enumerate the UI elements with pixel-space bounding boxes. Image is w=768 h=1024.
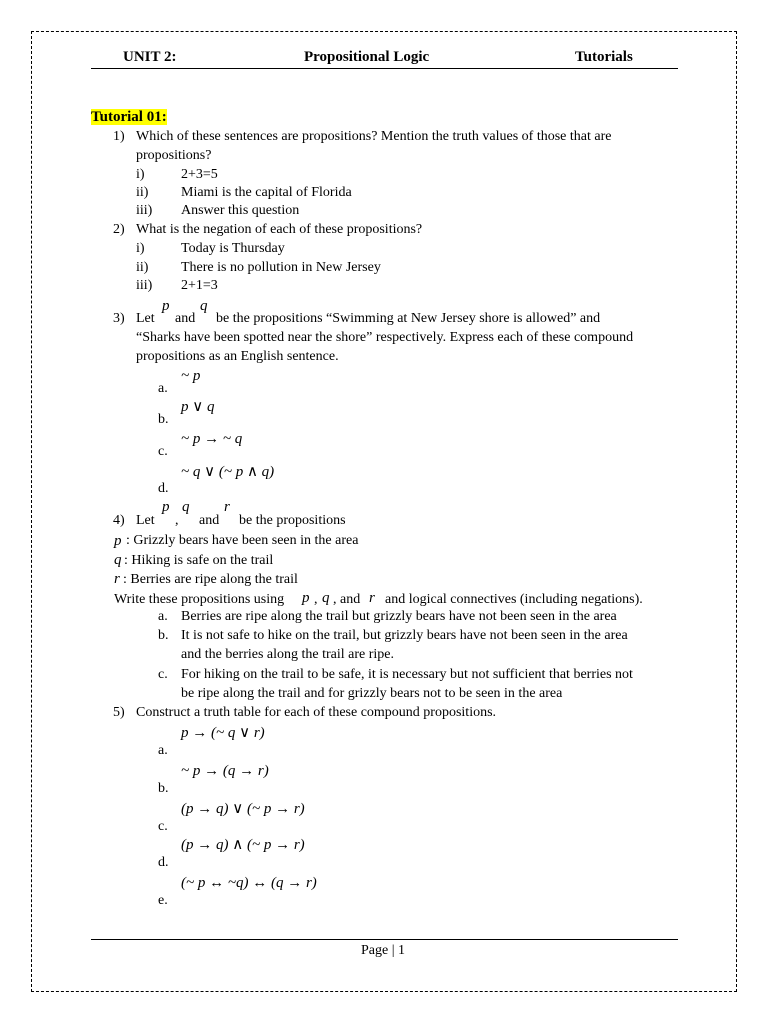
q5-item-label: d. bbox=[158, 855, 169, 870]
q5-expr: p → (~ q ∨ r) bbox=[181, 725, 265, 741]
q2-item-label: ii) bbox=[136, 260, 149, 275]
tutorial-heading-text: Tutorial 01: bbox=[91, 109, 167, 125]
q4-let: Let bbox=[136, 513, 155, 528]
q3-line3: propositions as an English sentence. bbox=[136, 349, 339, 364]
q3-var-p: p bbox=[162, 298, 170, 314]
q4-var-q: q bbox=[182, 499, 190, 515]
q2-item-text: 2+1=3 bbox=[181, 278, 218, 293]
q5-expr: (p → q) ∨ (~ p → r) bbox=[181, 801, 305, 817]
q3-line2: “Sharks have been spotted near the shore” respectively. Express each of these compound bbox=[136, 330, 634, 345]
q4-line1-rest: be the propositions bbox=[239, 513, 346, 528]
q4-def-var: q bbox=[114, 552, 122, 568]
q3-item-label: b. bbox=[158, 412, 169, 427]
q4-and: and bbox=[199, 513, 220, 528]
page-number: Page | 1 bbox=[361, 943, 406, 958]
q4-write-var-p: p bbox=[302, 590, 310, 606]
q4-item-line: It is not safe to hike on the trail, but grizzly bears have not been seen in the area bbox=[181, 628, 628, 643]
q4-write-b: and logical connectives (including negations). bbox=[385, 592, 643, 607]
q4-def-var: r bbox=[114, 571, 120, 587]
q4-item-label: c. bbox=[158, 667, 168, 682]
q4-var-r: r bbox=[224, 499, 230, 515]
q5-item-label: a. bbox=[158, 743, 168, 758]
q1-line1: Which of these sentences are propositions? Mention the truth values of those that are bbox=[136, 129, 612, 144]
q2-item-text: There is no pollution in New Jersey bbox=[181, 260, 381, 275]
q3-expr: p ∨ q bbox=[181, 399, 215, 415]
q4-comma: , bbox=[175, 513, 179, 528]
q5-number: 5) bbox=[113, 705, 125, 720]
header-unit: UNIT 2: bbox=[123, 49, 177, 65]
q4-item-line: be ripe along the trail and for grizzly bears not to be seen in the area bbox=[181, 686, 563, 701]
header-title: Propositional Logic bbox=[304, 49, 430, 65]
q3-line1-rest: be the propositions “Swimming at New Jersey shore is allowed” and bbox=[216, 311, 601, 326]
q1-item-label: i) bbox=[136, 167, 145, 182]
q5-expr: (p → q) ∧ (~ p → r) bbox=[181, 837, 305, 853]
q4-number: 4) bbox=[113, 513, 125, 528]
q2-item-label: i) bbox=[136, 241, 145, 256]
q4-item-label: a. bbox=[158, 609, 168, 624]
q2-item-text: Today is Thursday bbox=[181, 241, 285, 256]
q1-item-label: iii) bbox=[136, 203, 153, 218]
q5-line1: Construct a truth table for each of these compound propositions. bbox=[136, 705, 497, 720]
q1-number: 1) bbox=[113, 129, 125, 144]
q5-expr: (~ p ↔ ~q) ↔ (q → r) bbox=[181, 875, 317, 891]
q3-let: Let bbox=[136, 311, 155, 326]
q1-item-label: ii) bbox=[136, 185, 149, 200]
q4-def-text: : Grizzly bears have been seen in the area bbox=[126, 533, 359, 548]
q3-item-label: a. bbox=[158, 381, 168, 396]
q4-item-line: For hiking on the trail to be safe, it is necessary but not sufficient that berries not bbox=[181, 667, 633, 682]
q1-item-text: Answer this question bbox=[181, 203, 300, 218]
q3-expr: ~ p → ~ q bbox=[181, 431, 243, 447]
q1-item-text: 2+3=5 bbox=[181, 167, 218, 182]
q4-write-comma1: , bbox=[314, 592, 318, 607]
q2-number: 2) bbox=[113, 222, 125, 237]
q5-expr: ~ p → (q → r) bbox=[181, 763, 269, 779]
q4-def-text: : Berries are ripe along the trail bbox=[123, 572, 298, 587]
q4-write-comma2: , and bbox=[333, 592, 361, 607]
q4-write-a: Write these propositions using bbox=[114, 592, 285, 607]
q4-item-line: Berries are ripe along the trail but grizzly bears have not been seen in the area bbox=[181, 609, 617, 624]
q4-var-p: p bbox=[162, 499, 170, 515]
tutorial-heading bbox=[91, 108, 167, 127]
header-rule bbox=[91, 68, 678, 69]
q4-def-text: : Hiking is safe on the trail bbox=[124, 553, 274, 568]
q2-item-label: iii) bbox=[136, 278, 153, 293]
q4-item-line: and the berries along the trail are ripe. bbox=[181, 647, 395, 662]
q3-and: and bbox=[175, 311, 196, 326]
q4-item-label: b. bbox=[158, 628, 169, 643]
q3-expr: ~ q ∨ (~ p ∧ q) bbox=[181, 464, 275, 480]
q1-line2: propositions? bbox=[136, 148, 212, 163]
q5-item-label: e. bbox=[158, 893, 168, 908]
footer-rule bbox=[91, 939, 678, 940]
q3-item-label: d. bbox=[158, 481, 169, 496]
q3-var-q: q bbox=[200, 298, 208, 314]
q5-item-label: b. bbox=[158, 781, 169, 796]
q5-item-label: c. bbox=[158, 819, 168, 834]
q3-expr: ~ p bbox=[181, 368, 201, 384]
q4-write-var-q: q bbox=[322, 590, 330, 606]
q3-number: 3) bbox=[113, 311, 125, 326]
q2-line1: What is the negation of each of these propositions? bbox=[136, 222, 423, 237]
q3-item-label: c. bbox=[158, 444, 168, 459]
header-right: Tutorials bbox=[575, 49, 633, 65]
q1-item-text: Miami is the capital of Florida bbox=[181, 185, 352, 200]
q4-def-var: p bbox=[114, 533, 122, 549]
q4-write-var-r: r bbox=[369, 590, 375, 606]
